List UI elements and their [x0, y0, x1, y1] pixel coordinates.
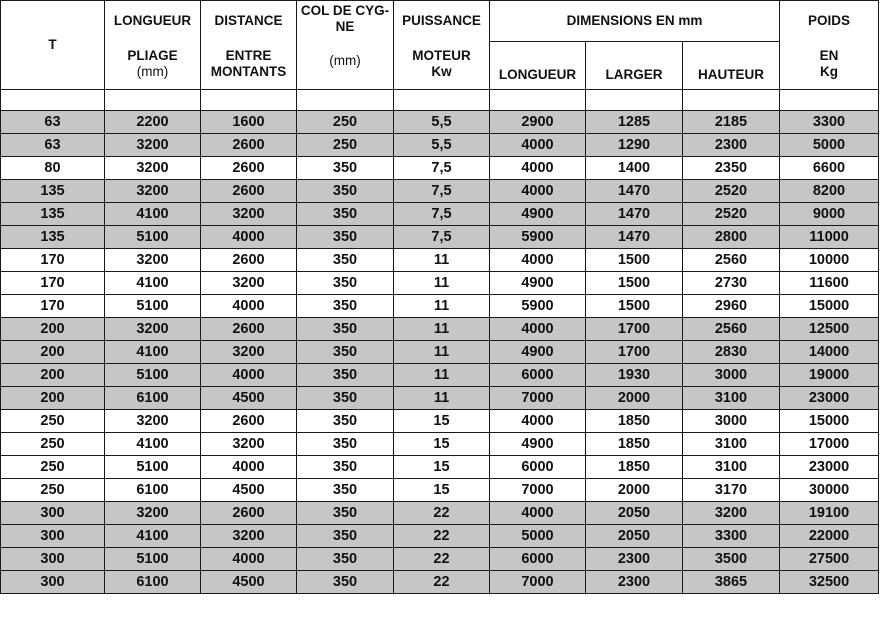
cell-distance: 3200 [201, 341, 297, 364]
cell-distance: 2600 [201, 249, 297, 272]
cell-poids: 9000 [780, 203, 879, 226]
cell-puissance: 15 [394, 479, 490, 502]
cell-t: 200 [1, 318, 105, 341]
table-row [1, 272, 879, 295]
cell-dim-longueur: 4000 [490, 249, 586, 272]
header-dimensions [490, 1, 780, 42]
table-row [1, 433, 879, 456]
header-puissance [394, 1, 490, 90]
cell-dim-hauteur: 3865 [683, 571, 780, 594]
cell-puissance: 5,5 [394, 111, 490, 134]
header-dim-longueur-label: LONGUEUR [498, 67, 577, 82]
spacer-cell [105, 90, 201, 111]
cell-t: 135 [1, 203, 105, 226]
cell-dim-hauteur: 2560 [683, 249, 780, 272]
cell-t: 135 [1, 180, 105, 203]
cell-dim-larger: 1290 [586, 134, 683, 157]
cell-poids: 3300 [780, 111, 879, 134]
cell-col: 350 [297, 571, 394, 594]
cell-col: 350 [297, 318, 394, 341]
cell-t: 63 [1, 111, 105, 134]
table-row [1, 364, 879, 387]
cell-col: 350 [297, 180, 394, 203]
spacer-cell [586, 90, 683, 111]
cell-puissance: 22 [394, 571, 490, 594]
header-row-top [1, 1, 879, 42]
cell-dim-hauteur: 3000 [683, 364, 780, 387]
cell-dim-longueur: 5900 [490, 295, 586, 318]
cell-distance: 2600 [201, 318, 297, 341]
cell-col: 350 [297, 364, 394, 387]
cell-puissance: 15 [394, 433, 490, 456]
cell-dim-longueur: 4000 [490, 134, 586, 157]
header-t-label: T [48, 37, 57, 52]
cell-dim-longueur: 2900 [490, 111, 586, 134]
cell-dim-hauteur: 2960 [683, 295, 780, 318]
spacer-cell [297, 90, 394, 111]
cell-dim-larger: 1285 [586, 111, 683, 134]
cell-dim-longueur: 4900 [490, 272, 586, 295]
cell-dim-hauteur: 2730 [683, 272, 780, 295]
cell-col: 250 [297, 134, 394, 157]
cell-poids: 30000 [780, 479, 879, 502]
cell-dim-hauteur: 2300 [683, 134, 780, 157]
cell-t: 200 [1, 341, 105, 364]
cell-puissance: 7,5 [394, 157, 490, 180]
cell-dim-longueur: 5900 [490, 226, 586, 249]
table-row [1, 180, 879, 203]
table-row [1, 525, 879, 548]
cell-dim-larger: 1500 [586, 272, 683, 295]
cell-longueur: 3200 [105, 134, 201, 157]
header-poids [780, 1, 879, 90]
table-row [1, 502, 879, 525]
cell-poids: 19100 [780, 502, 879, 525]
cell-longueur: 5100 [105, 364, 201, 387]
cell-dim-longueur: 4000 [490, 410, 586, 433]
cell-distance: 2600 [201, 180, 297, 203]
cell-col: 350 [297, 479, 394, 502]
table-row [1, 157, 879, 180]
cell-dim-hauteur: 3300 [683, 525, 780, 548]
cell-dim-hauteur: 3200 [683, 502, 780, 525]
cell-distance: 4500 [201, 571, 297, 594]
cell-poids: 15000 [780, 295, 879, 318]
cell-dim-larger: 1850 [586, 410, 683, 433]
header-dim-longueur [490, 42, 586, 90]
cell-longueur: 5100 [105, 548, 201, 571]
cell-dim-larger: 1470 [586, 203, 683, 226]
header-col-line2: NE [335, 19, 355, 34]
table-row [1, 410, 879, 433]
table-row [1, 226, 879, 249]
cell-puissance: 22 [394, 525, 490, 548]
cell-t: 250 [1, 433, 105, 456]
cell-dim-hauteur: 2800 [683, 226, 780, 249]
header-distance-line1: DISTANCE [214, 13, 283, 28]
cell-col: 350 [297, 502, 394, 525]
cell-dim-larger: 2000 [586, 479, 683, 502]
cell-dim-longueur: 4000 [490, 180, 586, 203]
cell-t: 170 [1, 295, 105, 318]
cell-dim-larger: 1500 [586, 295, 683, 318]
header-dim-hauteur-label: HAUTEUR [698, 67, 764, 82]
cell-poids: 10000 [780, 249, 879, 272]
cell-distance: 2600 [201, 502, 297, 525]
header-distance-line2: ENTRE [225, 48, 272, 63]
cell-poids: 15000 [780, 410, 879, 433]
cell-longueur: 3200 [105, 180, 201, 203]
cell-dim-larger: 1700 [586, 341, 683, 364]
cell-poids: 6600 [780, 157, 879, 180]
spacer-cell [394, 90, 490, 111]
cell-t: 300 [1, 571, 105, 594]
cell-dim-larger: 2300 [586, 548, 683, 571]
cell-longueur: 2200 [105, 111, 201, 134]
cell-dim-hauteur: 3170 [683, 479, 780, 502]
cell-longueur: 4100 [105, 525, 201, 548]
header-col-line3: (mm) [329, 53, 361, 68]
cell-dim-longueur: 4000 [490, 502, 586, 525]
cell-puissance: 11 [394, 341, 490, 364]
cell-dim-larger: 1400 [586, 157, 683, 180]
cell-t: 200 [1, 387, 105, 410]
cell-dim-larger: 1850 [586, 433, 683, 456]
cell-distance: 2600 [201, 157, 297, 180]
table-row [1, 456, 879, 479]
cell-col: 350 [297, 157, 394, 180]
table-row [1, 387, 879, 410]
cell-puissance: 15 [394, 456, 490, 479]
cell-longueur: 5100 [105, 456, 201, 479]
cell-longueur: 3200 [105, 502, 201, 525]
cell-distance: 4000 [201, 364, 297, 387]
cell-puissance: 11 [394, 295, 490, 318]
cell-dim-hauteur: 2560 [683, 318, 780, 341]
cell-longueur: 3200 [105, 157, 201, 180]
header-col-de-cygne [297, 1, 394, 90]
cell-dim-longueur: 7000 [490, 479, 586, 502]
cell-puissance: 11 [394, 364, 490, 387]
table-row [1, 318, 879, 341]
cell-puissance: 11 [394, 387, 490, 410]
cell-col: 350 [297, 203, 394, 226]
cell-t: 300 [1, 548, 105, 571]
cell-distance: 4500 [201, 387, 297, 410]
cell-col: 350 [297, 433, 394, 456]
cell-poids: 12500 [780, 318, 879, 341]
cell-puissance: 11 [394, 318, 490, 341]
header-dim-larger [586, 42, 683, 90]
cell-longueur: 6100 [105, 387, 201, 410]
cell-longueur: 6100 [105, 479, 201, 502]
spacer-cell [780, 90, 879, 111]
table-row [1, 571, 879, 594]
cell-puissance: 7,5 [394, 226, 490, 249]
cell-poids: 32500 [780, 571, 879, 594]
blank-spacer-row [1, 90, 879, 111]
header-puissance-line2: MOTEUR [412, 48, 471, 63]
cell-distance: 4000 [201, 548, 297, 571]
cell-dim-larger: 1500 [586, 249, 683, 272]
cell-poids: 27500 [780, 548, 879, 571]
cell-t: 170 [1, 249, 105, 272]
cell-t: 200 [1, 364, 105, 387]
cell-poids: 22000 [780, 525, 879, 548]
cell-longueur: 6100 [105, 571, 201, 594]
cell-col: 350 [297, 249, 394, 272]
header-puissance-line3: Kw [431, 64, 452, 79]
cell-distance: 2600 [201, 410, 297, 433]
cell-dim-longueur: 7000 [490, 571, 586, 594]
header-longueur-line2: PLIAGE [127, 48, 178, 63]
cell-dim-larger: 1700 [586, 318, 683, 341]
cell-dim-hauteur: 2830 [683, 341, 780, 364]
cell-t: 250 [1, 410, 105, 433]
cell-puissance: 7,5 [394, 203, 490, 226]
cell-distance: 4000 [201, 295, 297, 318]
cell-col: 350 [297, 341, 394, 364]
header-puissance-line1: PUISSANCE [402, 13, 481, 28]
cell-poids: 8200 [780, 180, 879, 203]
cell-longueur: 5100 [105, 295, 201, 318]
cell-dim-hauteur: 2185 [683, 111, 780, 134]
cell-dim-longueur: 4000 [490, 157, 586, 180]
cell-dim-longueur: 6000 [490, 364, 586, 387]
cell-dim-hauteur: 3500 [683, 548, 780, 571]
cell-col: 250 [297, 111, 394, 134]
cell-t: 63 [1, 134, 105, 157]
header-distance-line3: MONTANTS [210, 64, 287, 79]
cell-longueur: 5100 [105, 226, 201, 249]
cell-t: 170 [1, 272, 105, 295]
cell-t: 250 [1, 479, 105, 502]
cell-t: 300 [1, 525, 105, 548]
cell-poids: 5000 [780, 134, 879, 157]
cell-distance: 3200 [201, 272, 297, 295]
cell-t: 80 [1, 157, 105, 180]
cell-longueur: 3200 [105, 410, 201, 433]
cell-distance: 3200 [201, 433, 297, 456]
cell-poids: 23000 [780, 456, 879, 479]
header-distance [201, 1, 297, 90]
cell-puissance: 11 [394, 249, 490, 272]
cell-col: 350 [297, 456, 394, 479]
cell-dim-longueur: 7000 [490, 387, 586, 410]
cell-dim-longueur: 4900 [490, 433, 586, 456]
cell-puissance: 5,5 [394, 134, 490, 157]
cell-dim-larger: 1470 [586, 226, 683, 249]
spacer-cell [683, 90, 780, 111]
cell-dim-larger: 2050 [586, 502, 683, 525]
cell-longueur: 4100 [105, 341, 201, 364]
header-col-line1: COL DE CYG- [300, 3, 390, 18]
header-longueur-line3: (mm) [136, 64, 169, 79]
table-row [1, 295, 879, 318]
spacer-cell [201, 90, 297, 111]
cell-puissance: 22 [394, 502, 490, 525]
table-row [1, 134, 879, 157]
cell-distance: 2600 [201, 134, 297, 157]
header-poids-line2: EN [819, 48, 839, 63]
header-longueur-pliage [105, 1, 201, 90]
cell-longueur: 4100 [105, 203, 201, 226]
cell-dim-longueur: 6000 [490, 456, 586, 479]
header-dimensions-label: DIMENSIONS EN mm [566, 13, 703, 28]
cell-distance: 3200 [201, 525, 297, 548]
cell-dim-longueur: 4900 [490, 341, 586, 364]
table-row [1, 548, 879, 571]
cell-poids: 17000 [780, 433, 879, 456]
cell-t: 300 [1, 502, 105, 525]
table-row [1, 111, 879, 134]
cell-distance: 4500 [201, 479, 297, 502]
cell-longueur: 3200 [105, 249, 201, 272]
cell-dim-larger: 2050 [586, 525, 683, 548]
spacer-cell [490, 90, 586, 111]
cell-poids: 11600 [780, 272, 879, 295]
cell-dim-longueur: 4000 [490, 318, 586, 341]
cell-distance: 4000 [201, 226, 297, 249]
cell-dim-longueur: 4900 [490, 203, 586, 226]
cell-puissance: 7,5 [394, 180, 490, 203]
cell-dim-larger: 2000 [586, 387, 683, 410]
cell-dim-hauteur: 3100 [683, 456, 780, 479]
cell-dim-hauteur: 2350 [683, 157, 780, 180]
cell-col: 350 [297, 548, 394, 571]
cell-dim-larger: 1850 [586, 456, 683, 479]
table-row [1, 249, 879, 272]
cell-t: 135 [1, 226, 105, 249]
header-poids-line1: POIDS [807, 13, 850, 28]
cell-puissance: 22 [394, 548, 490, 571]
cell-dim-hauteur: 2520 [683, 203, 780, 226]
cell-longueur: 3200 [105, 318, 201, 341]
cell-dim-larger: 1930 [586, 364, 683, 387]
cell-poids: 11000 [780, 226, 879, 249]
cell-dim-longueur: 5000 [490, 525, 586, 548]
header-t [1, 1, 105, 90]
table-row [1, 479, 879, 502]
table-row [1, 341, 879, 364]
cell-dim-hauteur: 3000 [683, 410, 780, 433]
cell-col: 350 [297, 272, 394, 295]
cell-poids: 14000 [780, 341, 879, 364]
cell-longueur: 4100 [105, 272, 201, 295]
header-dim-hauteur [683, 42, 780, 90]
cell-dim-larger: 2300 [586, 571, 683, 594]
cell-t: 250 [1, 456, 105, 479]
cell-distance: 4000 [201, 456, 297, 479]
cell-dim-hauteur: 3100 [683, 387, 780, 410]
cell-dim-longueur: 6000 [490, 548, 586, 571]
cell-dim-hauteur: 2520 [683, 180, 780, 203]
cell-col: 350 [297, 295, 394, 318]
cell-col: 350 [297, 387, 394, 410]
header-poids-line3: Kg [820, 64, 838, 79]
table-row [1, 203, 879, 226]
cell-distance: 3200 [201, 203, 297, 226]
cell-puissance: 15 [394, 410, 490, 433]
cell-poids: 23000 [780, 387, 879, 410]
header-dim-larger-label: LARGER [605, 67, 663, 82]
header-longueur-line1: LONGUEUR [113, 13, 192, 28]
cell-poids: 19000 [780, 364, 879, 387]
cell-dim-larger: 1470 [586, 180, 683, 203]
cell-distance: 1600 [201, 111, 297, 134]
cell-puissance: 11 [394, 272, 490, 295]
cell-longueur: 4100 [105, 433, 201, 456]
cell-dim-hauteur: 3100 [683, 433, 780, 456]
cell-col: 350 [297, 410, 394, 433]
cell-col: 350 [297, 226, 394, 249]
cell-col: 350 [297, 525, 394, 548]
spacer-cell [1, 90, 105, 111]
